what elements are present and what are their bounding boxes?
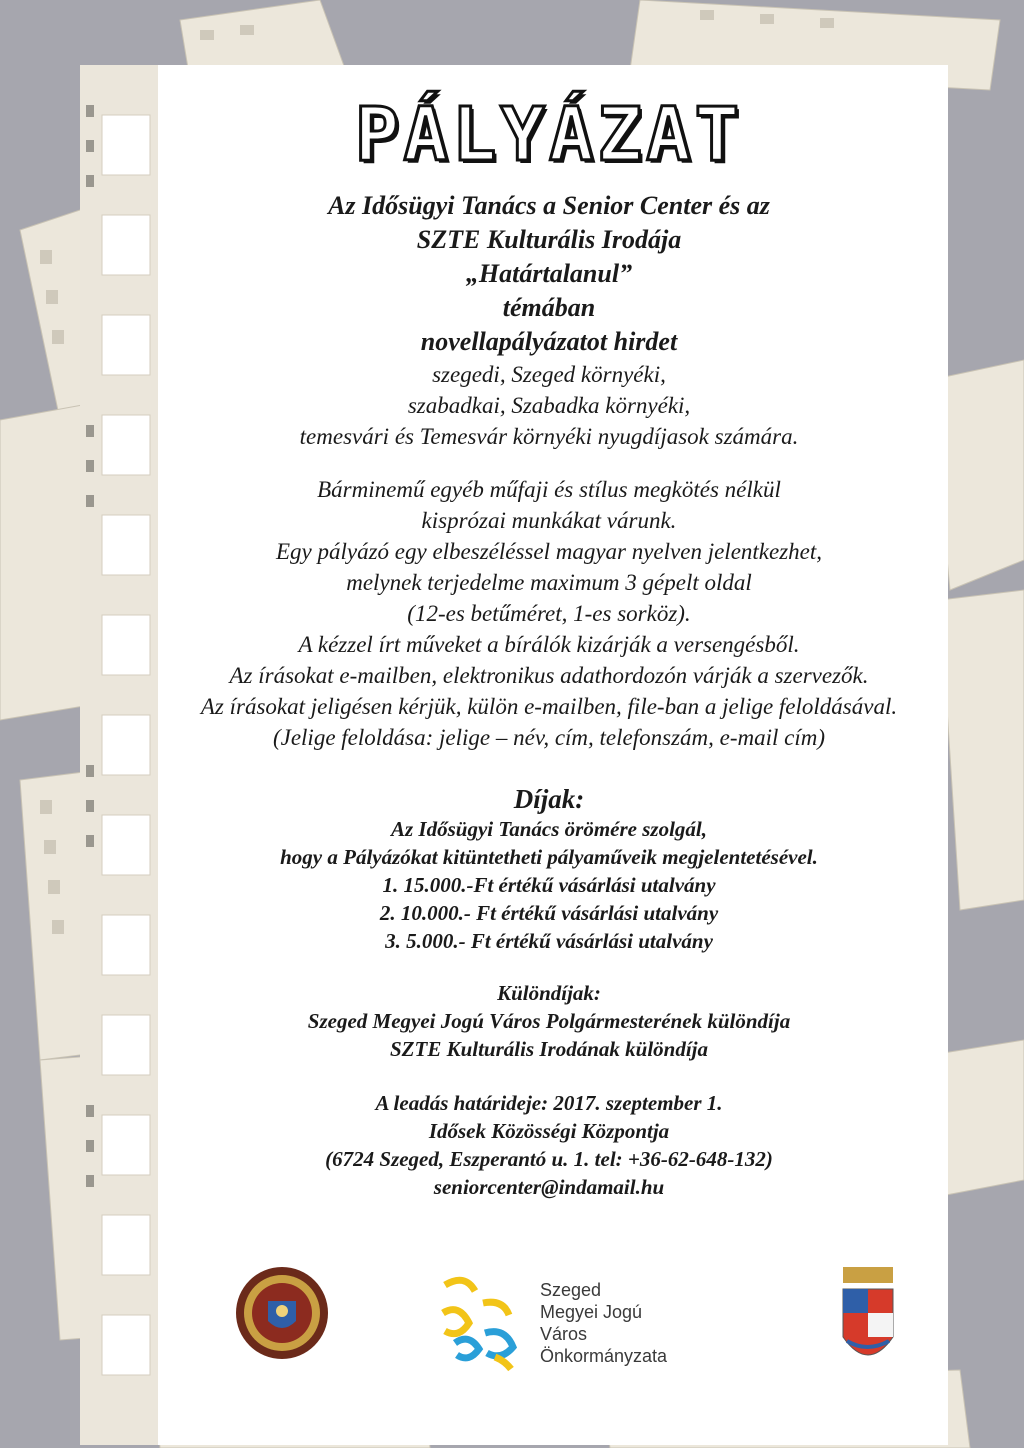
- prize-line: Az Idősügyi Tanács örömére szolgál,: [390, 817, 707, 841]
- coat-of-arms-icon: [837, 1267, 899, 1377]
- intro-line: témában: [502, 293, 596, 322]
- rules-line: Az írásokat e-mailben, elektronikus adathordozón várják a szervezők.: [229, 663, 869, 688]
- audience-line: szegedi, Szeged környéki,: [432, 362, 666, 387]
- audience-line: temesvári és Temesvár környéki nyugdíjasok számára.: [299, 424, 799, 449]
- city-logo: [435, 1273, 668, 1377]
- rules-line: (12-es betűméret, 1-es sorköz).: [407, 601, 691, 626]
- deadline-block: [150, 1089, 948, 1201]
- city-logo-icon: [435, 1273, 525, 1373]
- rules-line: melynek terjedelme maximum 3 gépelt oldal: [346, 570, 752, 595]
- rules-line: Egy pályázó egy elbeszéléssel magyar nyelven jelentkezhet,: [275, 539, 823, 564]
- audience-line: szabadkai, Szabadka környéki,: [407, 393, 691, 418]
- intro-line: Az Idősügyi Tanács a Senior Center és az: [328, 191, 770, 220]
- city-logo-line: Megyei Jogú: [540, 1302, 643, 1322]
- intro-line: novellapályázatot hirdet: [420, 327, 678, 356]
- deadline-line: A leadás határideje: 2017. szeptember 1.: [375, 1091, 723, 1115]
- intro-block: [150, 189, 948, 359]
- special-heading: Különdíjak:: [497, 981, 601, 1005]
- university-seal-icon: [234, 1265, 330, 1361]
- title-banner: [289, 87, 809, 183]
- rules-line: Bárminemű egyéb műfaji és stílus megkötés nélkül: [317, 477, 781, 502]
- intro-line: „Határtalanul”: [465, 259, 633, 288]
- rules-line: Az írásokat jeligésen kérjük, külön e-mailben, file-ban a jelige feloldásával.: [200, 694, 898, 719]
- prize-line: 3. 5.000.- Ft értékű vásárlási utalvány: [385, 929, 713, 953]
- rules-line: A kézzel írt műveket a bírálók kizárják a versengésből.: [298, 632, 800, 657]
- venue-line: Idősek Közösségi Központja: [428, 1119, 670, 1143]
- city-logo-line: Önkormányzata: [540, 1346, 668, 1366]
- rules-line: (Jelige feloldása: jelige – név, cím, telefonszám, e-mail cím): [272, 725, 826, 750]
- rules-block: [150, 474, 948, 753]
- logos-row: [80, 1255, 948, 1395]
- prize-line: 2. 10.000.- Ft értékű vásárlási utalvány: [379, 901, 719, 925]
- special-line: SZTE Kulturális Irodának különdíja: [389, 1037, 709, 1061]
- poster-content: [150, 65, 948, 1201]
- special-prizes-block: [150, 979, 948, 1063]
- audience-block: [150, 359, 948, 452]
- special-line: Szeged Megyei Jogú Város Polgármesterének különdíja: [307, 1009, 791, 1033]
- address-line: (6724 Szeged, Eszperantó u. 1. tel: +36-62-648-132): [325, 1147, 773, 1171]
- prize-line: 1. 15.000.-Ft értékű vásárlási utalvány: [382, 873, 716, 897]
- prizes-block: [150, 815, 948, 955]
- city-logo-line: Szeged: [540, 1280, 602, 1300]
- prize-line: hogy a Pályázókat kitüntetheti pályaműveik megjelentetésével.: [280, 845, 818, 869]
- prizes-heading: Díjak:: [513, 784, 585, 814]
- city-logo-text: [540, 1279, 667, 1367]
- page-title: PÁLYÁZAT: [354, 92, 744, 178]
- rules-line: kisprózai munkákat várunk.: [421, 508, 677, 533]
- email-link[interactable]: seniorcenter@indamail.hu: [433, 1175, 665, 1199]
- intro-line: SZTE Kulturális Irodája: [416, 225, 682, 254]
- city-logo-line: Város: [540, 1324, 588, 1344]
